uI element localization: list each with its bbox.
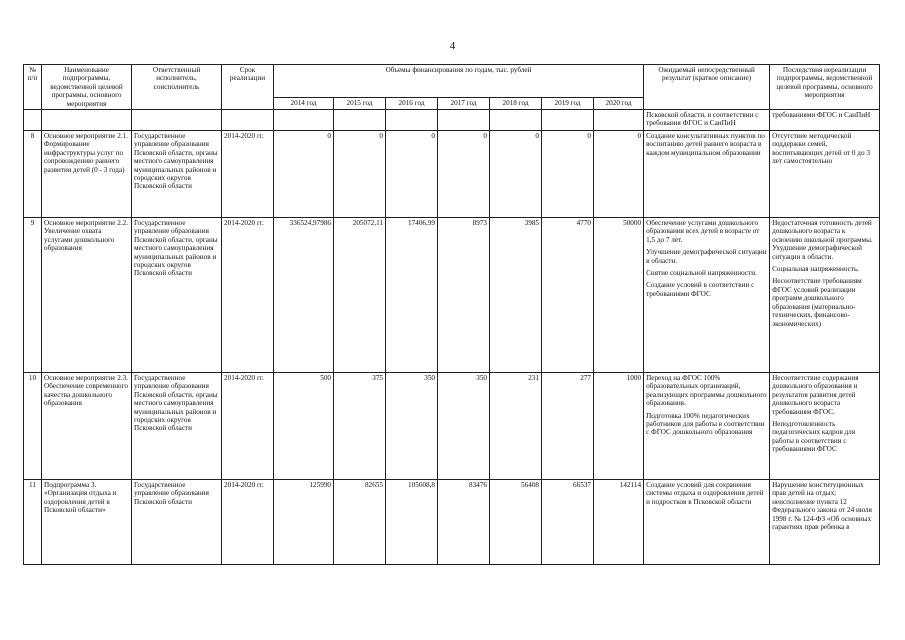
consequences-paragraph: Социальная напряженность. — [772, 265, 860, 274]
row-term: 2014-2020 гг. — [222, 480, 274, 565]
header-term: Срок реализации — [222, 65, 274, 110]
header-year: 2014 год — [274, 98, 334, 110]
row-value: 0 — [542, 131, 594, 218]
row-term: 2014-2020 гг. — [222, 131, 274, 218]
row-value: 0 — [386, 131, 438, 218]
row-consequences — [770, 218, 880, 373]
result-paragraph: Создание условий в соответствии с требованиями ФГОС — [646, 281, 755, 298]
header-year: 2020 год — [594, 98, 644, 110]
row-name: Основное мероприятие 2.1. Формирование инфраструктуры услуг по сопровождению раннего развития детей (0 - 3 года) — [42, 131, 132, 218]
header-consequences: Последствия нереализации подпрограммы, ведомственной целевой программы, основного мероприятия — [770, 65, 880, 110]
table-row — [24, 131, 880, 218]
header-year: 2018 год — [490, 98, 542, 110]
header-num: № п/п — [24, 65, 42, 110]
consequences-paragraph: Недостаточная готовность детей дошкольного возраста к освоению школьной программы. Ухудшение демографической ситуации в области. — [772, 219, 873, 261]
page-number: 4 — [449, 40, 456, 52]
row-responsible: Государственное управление образования Псковской области — [132, 480, 222, 565]
row-value: 82655 — [334, 480, 386, 565]
row-value: 8973 — [438, 218, 490, 373]
row-value: 0 — [490, 131, 542, 218]
row-value: 0 — [594, 131, 644, 218]
row-responsible: Государственное управление образования Псковской области, органы местного самоуправления муниципальных районов и городских округов Псковской области — [132, 373, 222, 480]
row-value: 1000 — [594, 373, 644, 480]
program-table — [23, 64, 880, 565]
row-value: 4770 — [542, 218, 594, 373]
row-value: 125990 — [274, 480, 334, 565]
consequences-paragraph: Несоответствие требованиям ФГОС условий реализации программ дошкольного образования (материально-технических, финансово-экономических) — [772, 277, 862, 328]
table-row — [24, 373, 880, 480]
row-value: 105608,8 — [386, 480, 438, 565]
consequences-paragraph: Нарушение конституционных прав детей на отдых; неисполнение пункта 12 Федерального закона от 24 июля 1998 г. № 124-ФЗ «Об основных гарантиях прав ребенка в — [772, 481, 872, 532]
header-responsible: Ответственный исполнитель, соисполнитель — [132, 65, 222, 110]
row-value: 66537 — [542, 480, 594, 565]
result-paragraph: Обеспечение услугами дошкольного образования всех детей в возрасте от 1,5 до 7 лет. — [646, 219, 760, 244]
row-value: 3985 — [490, 218, 542, 373]
consequences-paragraph: Отсутствие методической поддержки семей, воспитывающих детей от 0 до 3 лет самостоятельно — [772, 132, 870, 166]
row-value: 277 — [542, 373, 594, 480]
result-paragraph: Переход на ФГОС 100% образовательных организаций, реализующих программы дошкольного образования. — [646, 374, 767, 408]
header-name: Наименование подпрограммы, ведомственной целевой программы, основного мероприятия — [42, 65, 132, 110]
table-row — [24, 480, 880, 565]
result-paragraph: Снятие социальной напряженности. — [646, 269, 757, 278]
continuation-consequences: требованиями ФГОС и СанПиН — [770, 110, 880, 131]
row-name: Основное мероприятие 2.2. Увеличение охвата услугами дошкольного образования — [42, 218, 132, 373]
row-number: 9 — [24, 218, 42, 373]
row-value: 336524,97986 — [274, 218, 334, 373]
row-consequences — [770, 373, 880, 480]
row-value: 350 — [386, 373, 438, 480]
row-value: 500 — [274, 373, 334, 480]
row-value: 142114 — [594, 480, 644, 565]
header-financing: Объемы финансирования по годам, тыс. рублей — [274, 65, 644, 98]
row-term: 2014-2020 гг. — [222, 373, 274, 480]
row-consequences — [770, 131, 880, 218]
result-paragraph: Подготовка 100% педагогических работников для работы в соответствии с ФГОС дошкольного образования — [646, 411, 765, 437]
consequences-paragraph: Несоответствие содержания дошкольного образования и результатов развития детей дошкольного возраста требованиям ФГОС. — [772, 374, 859, 416]
continuation-row — [24, 110, 880, 131]
row-number: 11 — [24, 480, 42, 565]
row-value: 205072,11 — [334, 218, 386, 373]
consequences-paragraph: Неподготовленность педагогических кадров для работы в соответствии с требованиями ФГОС — [772, 420, 856, 454]
row-value: 231 — [490, 373, 542, 480]
header-year: 2016 год — [386, 98, 438, 110]
row-value: 50000 — [594, 218, 644, 373]
row-result — [644, 218, 770, 373]
row-name: Подпрограмма 3. «Организация отдыха и оздоровления детей в Псковской области» — [42, 480, 132, 565]
row-value: 56408 — [490, 480, 542, 565]
row-value: 350 — [438, 373, 490, 480]
table-row — [24, 218, 880, 373]
header-year: 2019 год — [542, 98, 594, 110]
continuation-result: Псковской области, в соответствии с требования ФГОС и СанПиН — [644, 110, 770, 131]
row-responsible: Государственное управление образования Псковской области, органы местного самоуправления муниципальных районов и городских округов Псковской области — [132, 131, 222, 218]
header-year: 2015 год — [334, 98, 386, 110]
row-consequences — [770, 480, 880, 565]
row-number: 8 — [24, 131, 42, 218]
header-result: Ожидаемый непосредственный результат (краткое описание) — [644, 65, 770, 110]
result-paragraph: Улучшение демографической ситуации в области. — [646, 248, 767, 265]
header-year: 2017 год — [438, 98, 490, 110]
row-term: 2014-2020 гг. — [222, 218, 274, 373]
row-result — [644, 373, 770, 480]
row-value: 83476 — [438, 480, 490, 565]
row-value: 0 — [274, 131, 334, 218]
row-result — [644, 480, 770, 565]
row-responsible: Государственное управление образования Псковской области, органы местного самоуправления муниципальных районов и городских округов Псковской области — [132, 218, 222, 373]
row-value: 0 — [438, 131, 490, 218]
row-value: 375 — [334, 373, 386, 480]
result-paragraph: Создание консультативных пунктов по воспитанию детей раннего возраста в каждом муниципальном образовании — [646, 132, 765, 157]
result-paragraph: Создание условий для сохранения системы отдыха и оздоровления детей и подростков в Псковской области — [646, 481, 764, 506]
row-value: 17406,99 — [386, 218, 438, 373]
row-number: 10 — [24, 373, 42, 480]
row-value: 0 — [334, 131, 386, 218]
row-result — [644, 131, 770, 218]
row-name: Основное мероприятие 2.3. Обеспечение современного качества дошкольного образования — [42, 373, 132, 480]
